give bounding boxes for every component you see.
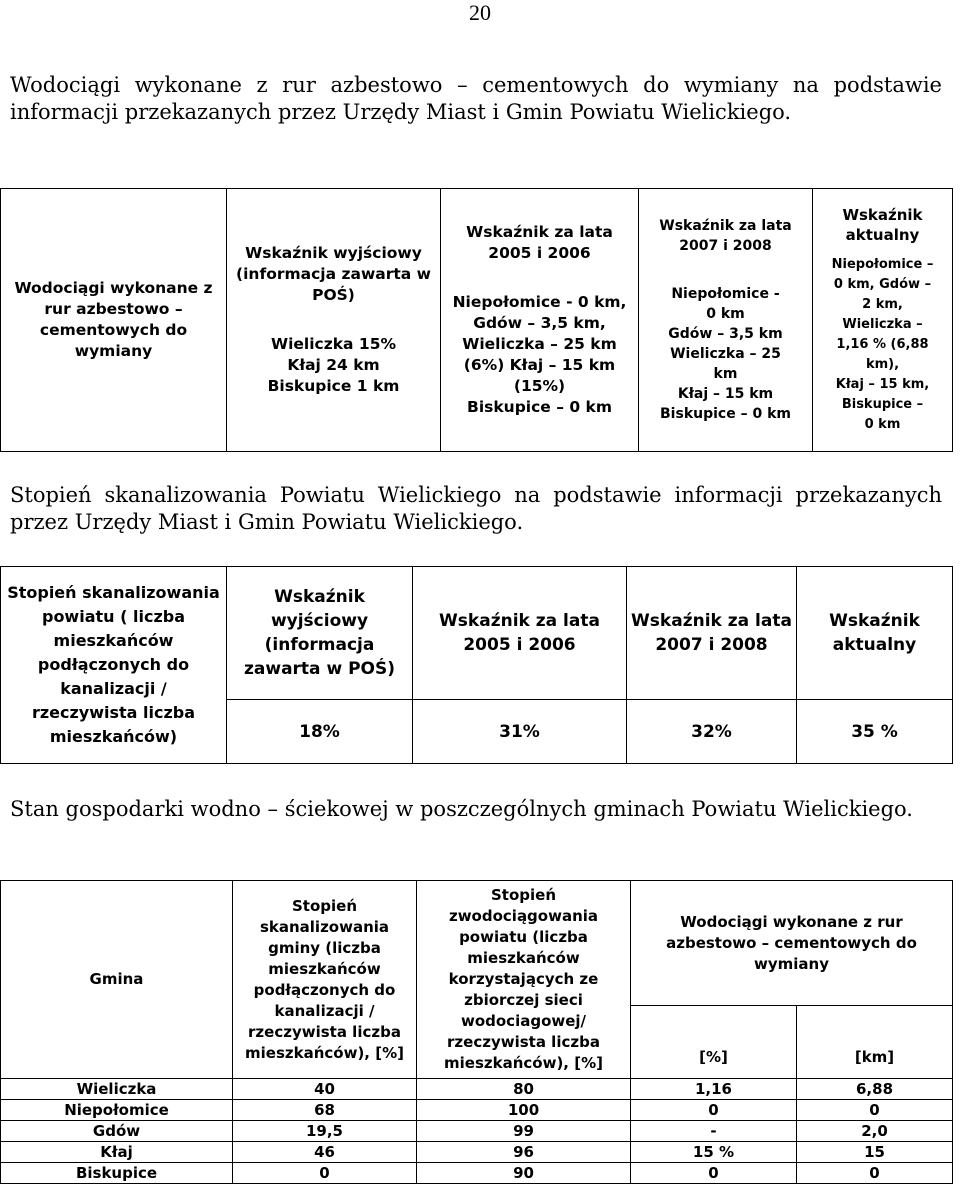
column-header-asbestos: Wodociągi wykonane z rur azbestowo – cementowych do wymiany: [631, 881, 953, 1006]
cell-percent: 0: [631, 1163, 797, 1184]
value-line: km: [713, 366, 738, 382]
sewerage-indicator-table: [0, 566, 953, 764]
cell-sewerage: 0: [233, 1163, 417, 1184]
cell-water-supply: 99: [417, 1121, 631, 1142]
cell-km: 0: [797, 1163, 953, 1184]
cell-water-supply: 100: [417, 1100, 631, 1121]
indicator-current-cell: [813, 189, 953, 452]
value-line: Gdów – 3,5 km,: [473, 314, 606, 332]
column-header-baseline: Wskaźnik wyjściowy (informacja zawarta w POŚ): [227, 567, 413, 700]
value-current: 35 %: [797, 700, 953, 764]
value-line: Niepołomice - 0 km,: [452, 293, 627, 311]
cell-percent: -: [631, 1121, 797, 1142]
column-header-2005-2006: Wskaźnik za lata 2005 i 2006: [466, 223, 613, 262]
cell-sewerage: 46: [233, 1142, 417, 1163]
value-line: Niepołomice –: [831, 257, 934, 272]
value-line: 1,16 % (6,88: [836, 337, 929, 352]
section-heading-water-sewage: Stan gospodarki wodno – ściekowej w poszczególnych gminach Powiatu Wielickiego.: [10, 797, 913, 821]
indicator-2005-2006-cell: [441, 189, 639, 452]
cell-km: 0: [797, 1100, 953, 1121]
table-row: [1, 1163, 953, 1184]
cell-water-supply: 80: [417, 1079, 631, 1100]
table-header-row: [1, 881, 953, 1006]
value-line: Niepołomice -: [671, 286, 780, 302]
cell-gmina: Biskupice: [1, 1163, 233, 1184]
cell-km: 2,0: [797, 1121, 953, 1142]
value-line: Wieliczka – 25 km: [462, 335, 617, 353]
value-line: Biskupice – 0 km: [660, 406, 791, 422]
cell-km: 6,88: [797, 1079, 953, 1100]
cell-gmina: Wieliczka: [1, 1079, 233, 1100]
column-header-sewerage: Stopień skanalizowania gminy (liczba mieszkańców podłączonych do kanalizacji / rzeczywista liczba mieszkańców), [%]: [233, 881, 417, 1079]
value-line: km),: [865, 357, 900, 372]
value-line: 0 km: [706, 306, 745, 322]
cell-water-supply: 90: [417, 1163, 631, 1184]
cell-gmina: Gdów: [1, 1121, 233, 1142]
cell-gmina: Niepołomice: [1, 1100, 233, 1121]
cell-km: 15: [797, 1142, 953, 1163]
value-line: Wieliczka –: [842, 317, 923, 332]
table-row: [1, 189, 953, 452]
column-header-km: [km]: [797, 1006, 953, 1079]
table-row: [1, 1079, 953, 1100]
value-2007-2008: 32%: [627, 700, 797, 764]
asbestos-indicator-table: [0, 188, 953, 452]
column-header-baseline: Wskaźnik wyjściowy (informacja zawarta w POŚ): [236, 244, 431, 304]
municipality-water-table: [0, 880, 953, 1184]
cell-water-supply: 96: [417, 1142, 631, 1163]
column-header-gmina: Gmina: [1, 881, 233, 1079]
value-line: Kłaj – 15 km: [677, 386, 774, 402]
value-line: 2 km,: [862, 297, 903, 312]
value-line: Biskupice 1 km: [267, 377, 400, 395]
table-row: [1, 1100, 953, 1121]
row-header-cell: Stopień skanalizowania powiatu ( liczba mieszkańców podłączonych do kanalizacji / rzeczywista liczba mieszkańców): [1, 567, 227, 764]
value-line: Biskupice –: [841, 397, 924, 412]
value-2005-2006: 31%: [413, 700, 627, 764]
value-line: 0 km, Gdów –: [833, 277, 932, 292]
column-header-water-supply: Stopień zwodociągowania powiatu (liczba mieszkańców korzystających ze zbiorczej sieci wodociagowej/ rzeczywista liczba mieszkańców), [%]: [417, 881, 631, 1079]
value-line: Gdów – 3,5 km: [668, 326, 783, 342]
row-header-cell: Wodociągi wykonane z rur azbestowo – cementowych do wymiany: [1, 189, 227, 452]
value-line: Biskupice – 0 km: [467, 398, 612, 416]
value-line: Kłaj – 15 km,: [835, 377, 930, 392]
column-header-current: Wskaźnik aktualny: [797, 567, 953, 700]
value-baseline: 18%: [227, 700, 413, 764]
value-line: 0 km: [864, 417, 901, 432]
section-heading-sewerage: Stopień skanalizowania Powiatu Wielickiego na podstawie informacji przekazanych przez Urzędy Miast i Gmin Powiatu Wielickiego.: [10, 483, 942, 534]
table-row: [1, 1142, 953, 1163]
value-line: (15%): [513, 377, 566, 395]
cell-percent: 0: [631, 1100, 797, 1121]
cell-gmina: Kłaj: [1, 1142, 233, 1163]
cell-sewerage: 19,5: [233, 1121, 417, 1142]
column-header-2007-2008: Wskaźnik za lata 2007 i 2008: [627, 567, 797, 700]
table-row: [1, 567, 953, 700]
cell-sewerage: 68: [233, 1100, 417, 1121]
value-line: (6%) Kłaj – 15 km: [463, 356, 616, 374]
indicator-2007-2008-cell: [639, 189, 813, 452]
column-header-percent: [%]: [631, 1006, 797, 1079]
column-header-current: Wskaźnik aktualny: [842, 206, 923, 244]
value-line: Kłaj 24 km: [287, 356, 380, 374]
column-header-2005-2006: Wskaźnik za lata 2005 i 2006: [413, 567, 627, 700]
cell-percent: 1,16: [631, 1079, 797, 1100]
value-line: Wieliczka – 25: [670, 346, 781, 362]
baseline-indicator-cell: [227, 189, 441, 452]
page-number: 20: [469, 0, 491, 25]
cell-sewerage: 40: [233, 1079, 417, 1100]
section-heading-asbestos: Wodociągi wykonane z rur azbestowo – cementowych do wymiany na podstawie informacji przekazanych przez Urzędy Miast i Gmin Powiatu Wielickiego.: [10, 73, 942, 124]
table-row: [1, 1121, 953, 1142]
column-header-2007-2008: Wskaźnik za lata 2007 i 2008: [659, 218, 792, 254]
cell-percent: 15 %: [631, 1142, 797, 1163]
value-line: Wieliczka 15%: [270, 335, 397, 353]
